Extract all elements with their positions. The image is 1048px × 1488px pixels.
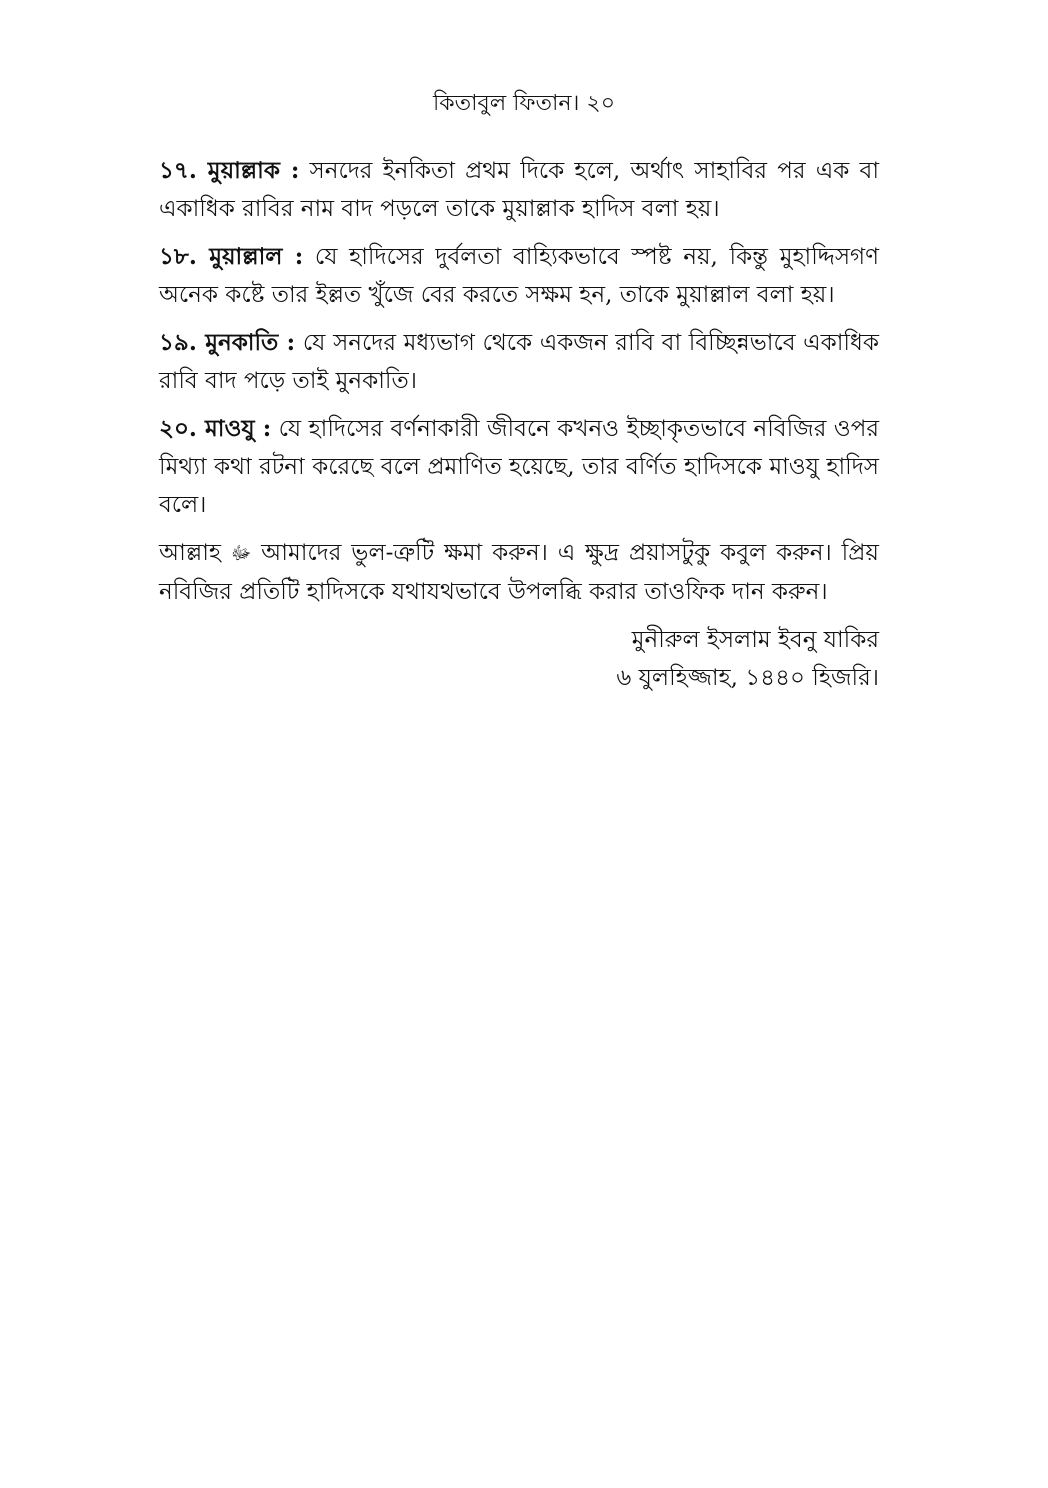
glossary-entry-18 [159,238,879,314]
glossary-entry-20 [159,410,879,524]
running-title: কিতাবুল ফিতান। ২০ [432,91,616,116]
signature-date: ৬ যুলহিজ্জাহ, ১৪৪০ হিজরি। [616,665,879,691]
closing-prayer [159,534,879,611]
entry-term: ২০. মাওযু : [159,415,272,442]
closing-text-start: আল্লাহ [159,540,231,566]
honorific-glyph: ﷻ [230,543,252,564]
entry-text: যে হাদিসের দুর্বলতা বাহ্যিকভাবে স্পষ্ট নয়, কিন্তু মুহাদ্দিসগণ অনেক কষ্টে তার ইল্লত খুঁজে বের করতে সক্ষম হন, তাকে মুয়াল্লাল বলা হয়। [159,244,879,308]
page-body [159,152,879,697]
entry-term: ১৮. মুয়াল্লাল : [159,243,304,270]
glossary-entry-17 [159,152,879,228]
entry-term: ১৭. মুয়াল্লাক : [159,157,300,184]
entry-text: যে হাদিসের বর্ণনাকারী জীবনে কখনও ইচ্ছাকৃতভাবে নবিজির ওপর মিথ্যা কথা রটনা করেছে বলে প্রমাণিত হয়েছে, তার বর্ণিত হাদিসকে মাওযু হাদিস বলে। [159,416,879,518]
glossary-entry-19 [159,324,879,400]
entry-text: যে সনদের মধ্যভাগ থেকে একজন রাবি বা বিচ্ছিন্নভাবে একাধিক রাবি বাদ পড়ে তাই মুনকাতি। [159,330,879,394]
entry-text: সনদের ইনকিতা প্রথম দিকে হলে, অর্থাৎ সাহাবির পর এক বা একাধিক রাবির নাম বাদ পড়লে তাকে মুয়াল্লাক হাদিস বলা হয়। [159,158,879,222]
running-header [0,88,1048,120]
closing-text-end: আমাদের ভুল-ত্রুটি ক্ষমা করুন। এ ক্ষুদ্র প্রয়াসটুকু কবুল করুন। প্রিয় নবিজির প্রতিটি হাদিসকে যথাযথভাবে উপলব্ধি করার তাওফিক দান করুন। [159,540,879,605]
signature-block [159,621,879,697]
entry-term: ১৯. মুনকাতি : [159,329,296,356]
author-name: মুনীরুল ইসলাম ইবনু যাকির [631,627,879,653]
